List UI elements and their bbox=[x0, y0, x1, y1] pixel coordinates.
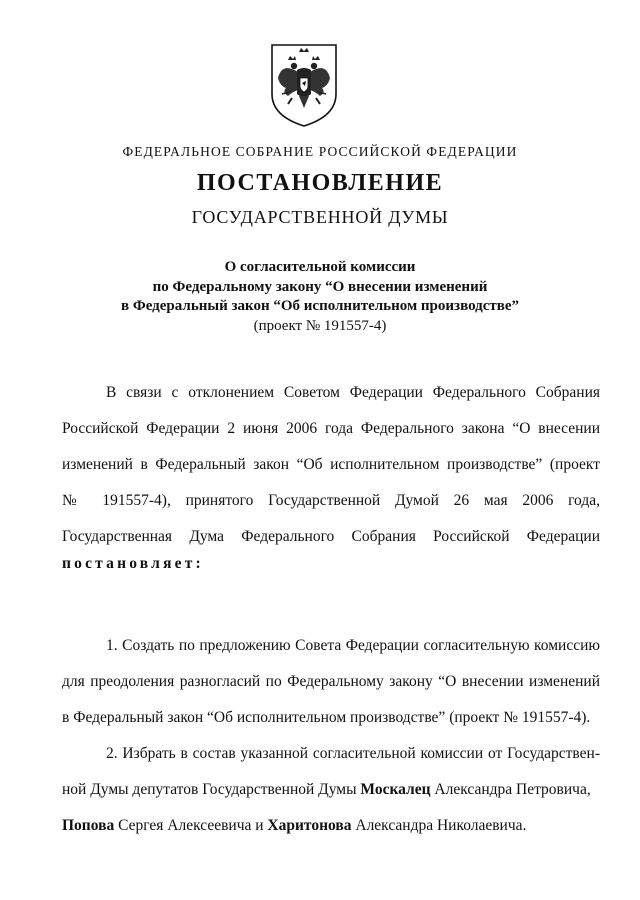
document-subtitle: ГОСУДАРСТВЕННОЙ ДУМЫ bbox=[191, 207, 449, 227]
item-text: ной Думы депутатов Государственной Думы bbox=[62, 781, 361, 798]
deputy-surname: Москалец bbox=[360, 781, 431, 798]
item-2-paragraph bbox=[62, 736, 600, 844]
item-line: 2. Избрать в состав указанной согласительной комиссии от Государствен- bbox=[106, 745, 600, 762]
preamble-line: В связи с отклонением Советом Федерации Федерального Собрания bbox=[106, 384, 600, 401]
item-1-paragraph bbox=[62, 628, 600, 736]
item-text: Сергея Алексеевича и bbox=[114, 817, 268, 834]
item-line bbox=[62, 808, 600, 844]
item-line bbox=[62, 772, 600, 808]
preamble-line: Российской Федерации 2 июня 2006 года Федерального закона “О внесении bbox=[62, 420, 600, 437]
item-line: для преодоления разногласий по Федеральному закону “О внесении изменений bbox=[62, 673, 600, 690]
subject-line: О согласительной комиссии bbox=[224, 259, 416, 275]
project-number: (проект № 191557-4) bbox=[253, 317, 387, 334]
decree-word: постановляет: bbox=[62, 555, 204, 572]
preamble-paragraph bbox=[62, 375, 600, 555]
preamble-line: Государственная Дума Федерального Собрания Российской Федерации bbox=[62, 528, 600, 545]
preamble-line: изменений в Федеральный закон “Об исполнительном производстве” (проект bbox=[62, 456, 600, 473]
document-subject bbox=[0, 258, 640, 336]
item-text: Александра Николаевича. bbox=[351, 817, 527, 834]
subject-line: в Федеральный закон “Об исполнительном производстве” bbox=[120, 298, 520, 314]
preamble-line: № 191557-4), принятого Государственной Думой 26 мая 2006 года, bbox=[62, 492, 600, 509]
document-title: ПОСТАНОВЛЕНИЕ bbox=[196, 170, 444, 196]
item-line: 1. Создать по предложению Совета Федерации согласительную комиссию bbox=[106, 637, 600, 654]
coat-of-arms-emblem bbox=[268, 42, 340, 128]
double-headed-eagle-icon bbox=[268, 42, 340, 128]
deputy-surname: Харитонова bbox=[267, 817, 352, 834]
item-text: Александра Петровича, bbox=[430, 781, 591, 798]
subject-line: по Федеральному закону “О внесении изменений bbox=[152, 278, 488, 295]
deputy-surname: Попова bbox=[62, 817, 115, 834]
item-line: в Федеральный закон “Об исполнительном производстве” (проект № 191557-4). bbox=[62, 709, 591, 726]
organization-name: ФЕДЕРАЛЬНОЕ СОБРАНИЕ РОССИЙСКОЙ ФЕДЕРАЦИИ bbox=[122, 144, 518, 159]
